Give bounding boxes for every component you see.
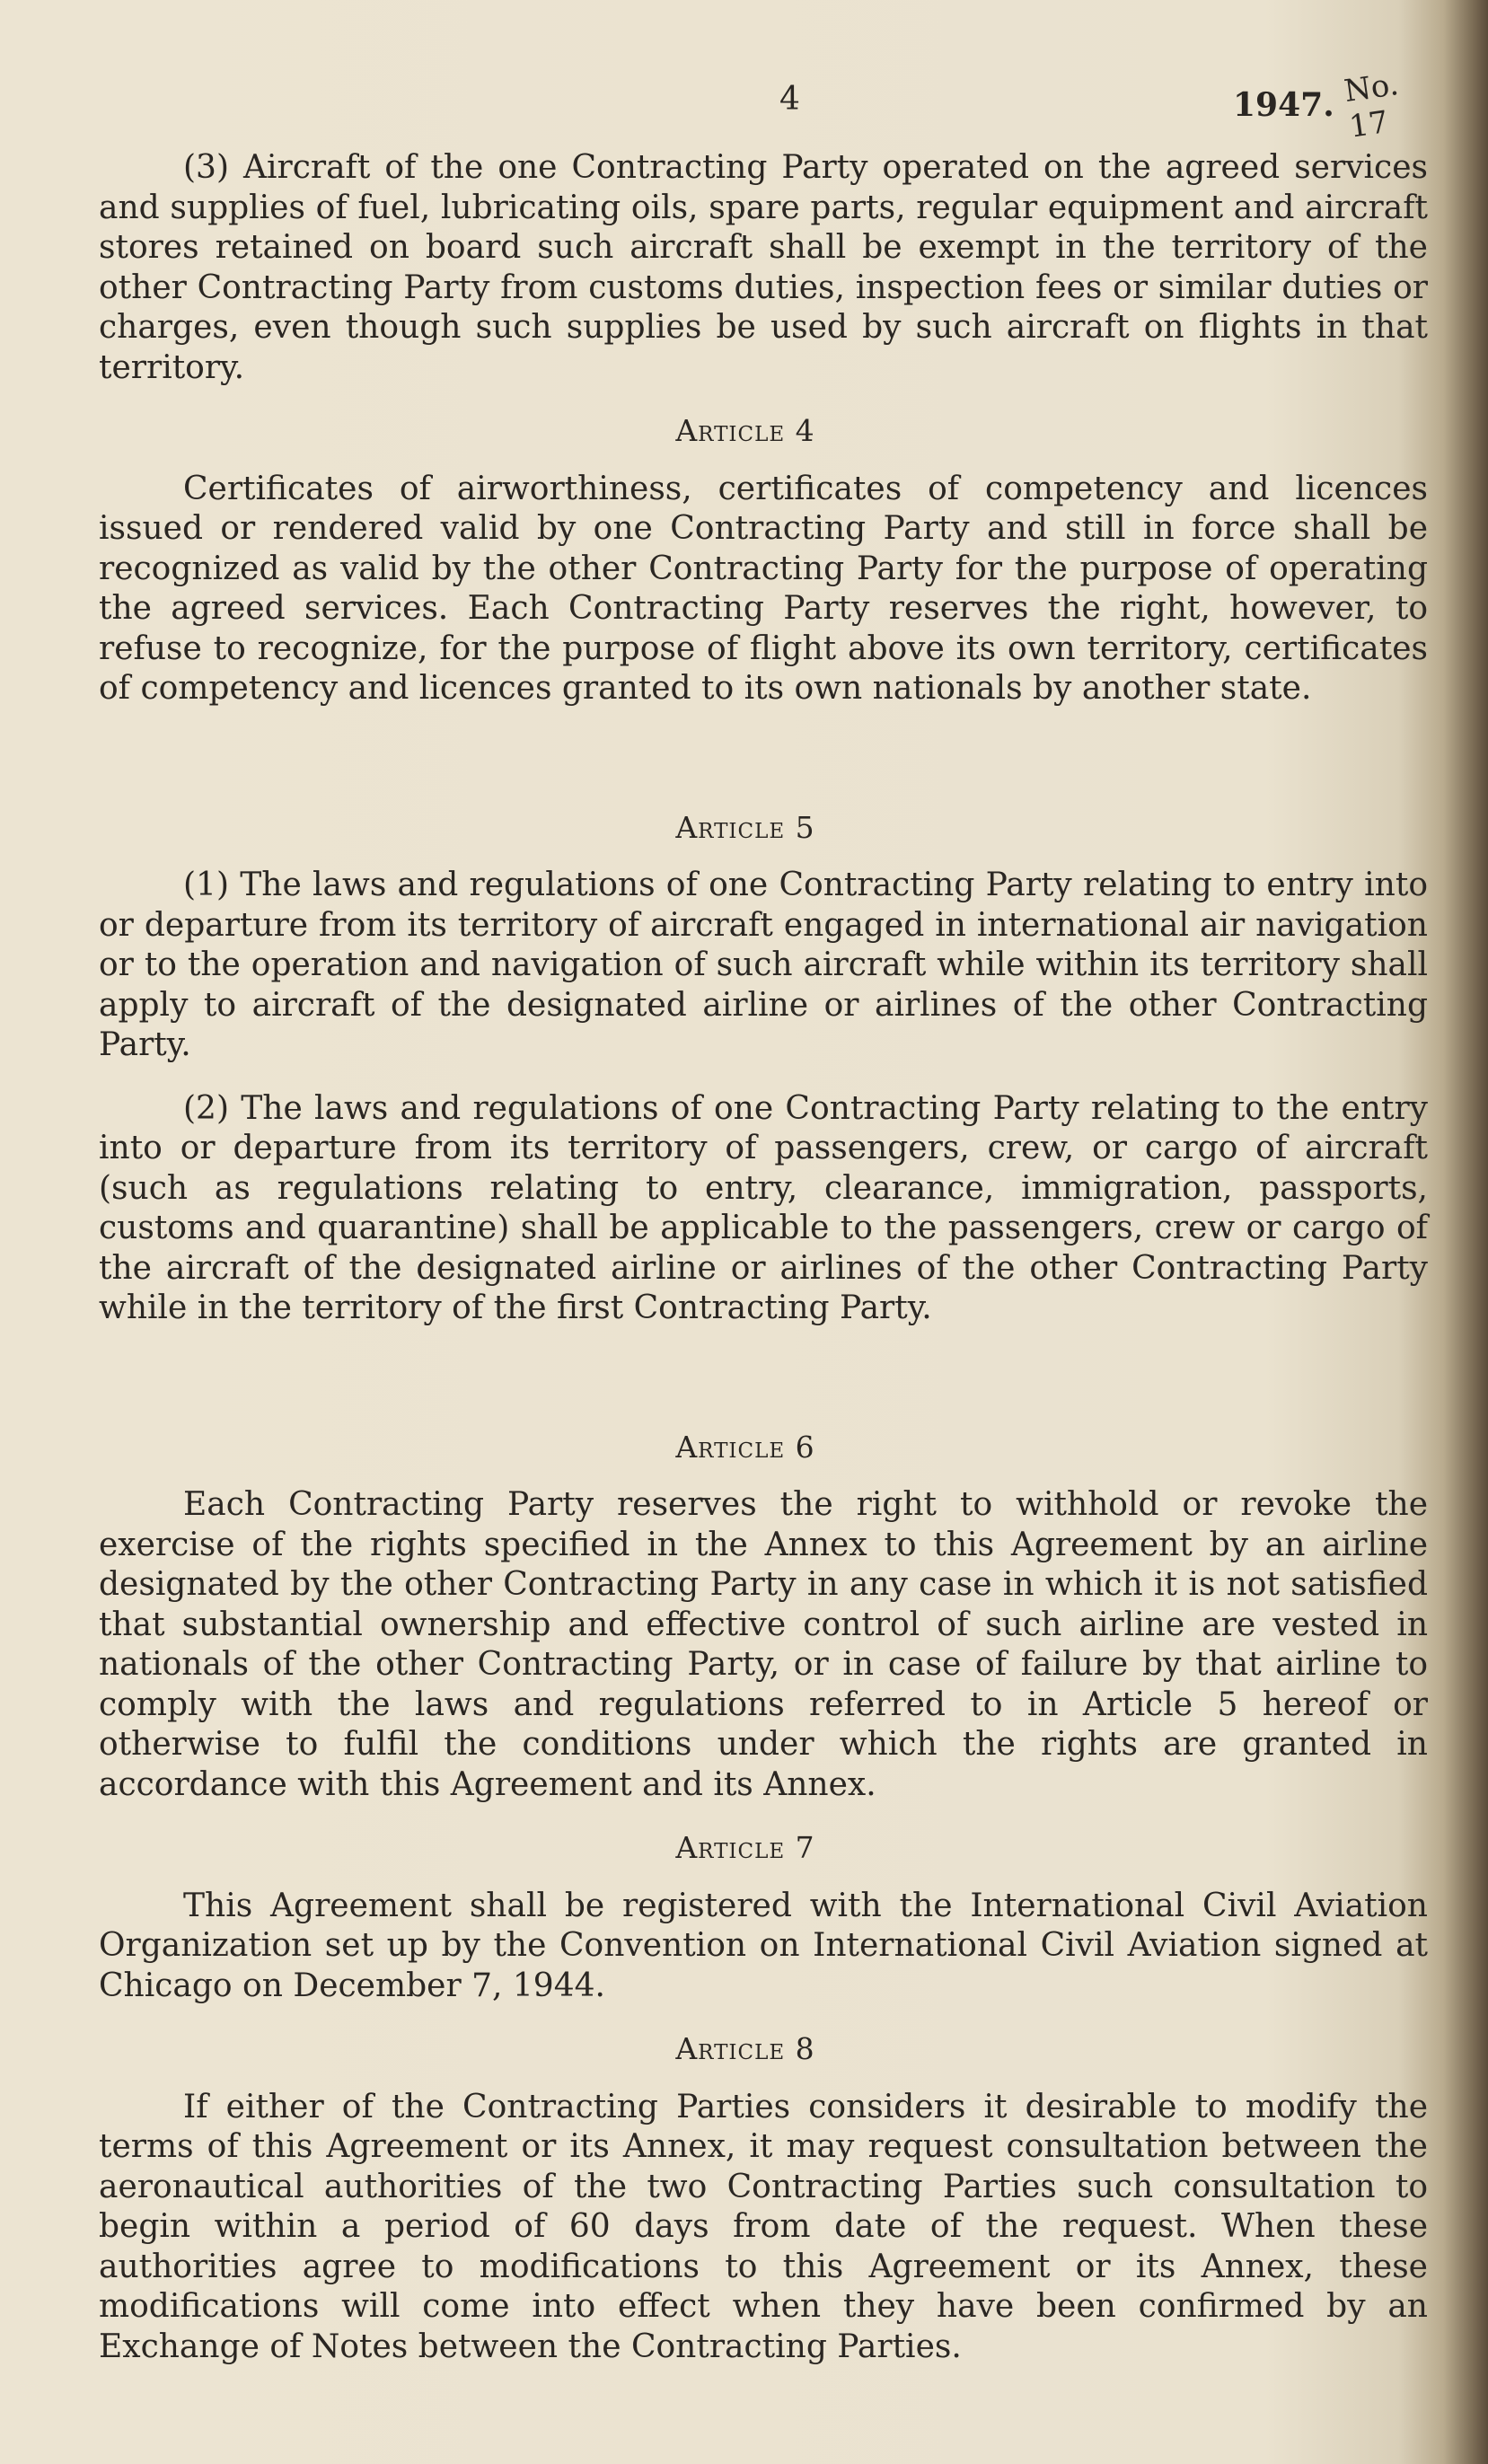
article-8 [99, 2029, 1428, 2367]
paragraph: (3) Aircraft of the one Contracting Party operated on the agreed services and supplies of fuel, lubricating oils, spare parts, regular equipment and aircraft stores retained on board such aircraft shall be exempt in the territory of the other Contracting Party from customs duties, inspection fees or similar duties or charges, even though such supplies be used by such aircraft on flights in that territory. [99, 149, 1428, 386]
paragraph: Certificates of airworthiness, certificates of competency and licences issued or rendered valid by one Contracting Party and still in force shall be recognized as valid by the other Contracting Party for the purpose of operating the agreed services. Each Contracting Party reserves the right, however, to refuse to recognize, for the purpose of flight above its own territory, certificates of competency and licences granted to its own nationals by another state. [99, 470, 1428, 707]
paragraph: If either of the Contracting Parties considers it desirable to modify the terms of this Agreement or its Annex, it may request consultation between the aeronautical authorities of the two Contracting Parties such consultation to begin within a period of 60 days from date of the request. When these authorities agree to modifications to this Agreement or its Annex, these modifications will come into effect when they have been confirmed by an Exchange of Notes between the Contracting Parties. [99, 2088, 1428, 2365]
paragraph: This Agreement shall be registered with the International Civil Aviation Organization set up by the Convention on International Civil Aviation signed at Chicago on December 7, 1944. [99, 1887, 1428, 2004]
article-heading: Article 7 [675, 1830, 815, 1865]
article-4 [99, 411, 1428, 709]
paragraph: Each Contracting Party reserves the right to withhold or revoke the exercise of the rights specified in the Annex to this Agreement by an airline designated by the other Contracting Party in any case in which it is not satisfied that substantial ownership and effective control of such airline are vested in nationals of the other Contracting Party, or in case of failure by that airline to comply with the laws and regulations referred to in Article 5 hereof or otherwise to fulfil the conditions under which the rights are granted in accordance with this Agreement and its Annex. [99, 1486, 1428, 1803]
page-number: 4 [779, 81, 800, 118]
article-heading: Article 4 [675, 413, 815, 448]
article-6 [99, 1428, 1428, 1806]
article-heading: Article 5 [675, 809, 815, 845]
article-3-continuation [99, 148, 1428, 388]
article-heading: Article 8 [675, 2031, 815, 2066]
document-number: No. 17 [1342, 66, 1401, 145]
article-heading: Article 6 [675, 1429, 815, 1465]
year: 1947. [1233, 86, 1334, 124]
document-body [99, 148, 1428, 2390]
page-header [0, 66, 1437, 145]
article-7 [99, 1828, 1428, 2006]
article-5 [99, 808, 1428, 1329]
paragraph: (1) The laws and regulations of one Contracting Party relating to entry into or departure from its territory of aircraft engaged in international air navigation or to the operation and navigation of such aircraft while within its territory shall apply to aircraft of the designated airline or airlines of the other Contracting Party. [99, 867, 1428, 1063]
paragraph: (2) The laws and regulations of one Contracting Party relating to the entry into or departure from its territory of passengers, crew, or cargo of aircraft (such as regulations relating to entry, clearance, immigration, passports, customs and quarantine) shall be applicable to the passengers, crew or cargo of the aircraft of the designated airline or airlines of the other Contracting Party while in the territory of the first Contracting Party. [99, 1089, 1428, 1326]
